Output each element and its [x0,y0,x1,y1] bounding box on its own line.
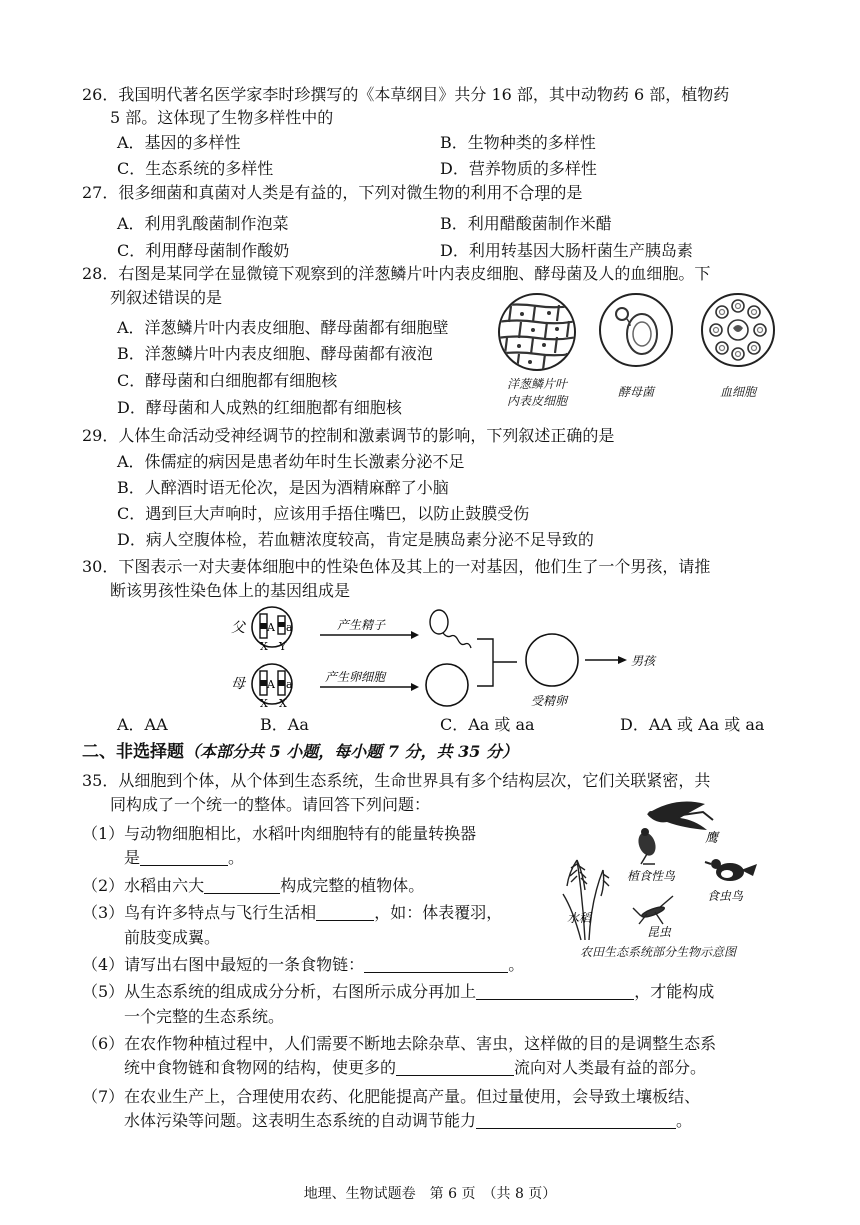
blood-caption: 血细胞 [719,385,756,399]
q28-stem-1: 28．右图是某同学在显微镜下观察到的洋葱鳞片叶内表皮细胞、酵母菌及人的血细胞。下 [82,264,711,283]
q35-part1-line2 [124,847,244,869]
q29-option-d: D．病人空腹体检，若血糖浓度较高，肯定是胰岛素分泌不足导致的 [117,530,594,549]
q35-part2-answer-blank[interactable] [204,877,280,894]
q26-stem-1: 26．我国明代著名医学家李时珍撰写的《本草纲目》共分 16 部，其中动物药 6 部，植物药 [82,85,730,104]
q26-option-b: B．生物种类的多样性 [440,133,596,152]
q28-stem-2: 列叙述错误的是 [110,288,223,307]
q26-option-a: A．基因的多样性 [117,133,241,152]
section-2-heading [82,741,518,763]
herb-bird-label: 植食性鸟 [627,869,676,883]
q30-option-a: A．AA [117,715,168,734]
q35-part7-prefix: 水体污染等问题。这表明生态系统的自动调节能力 [124,1111,477,1130]
sperm-label: 产生精子 [337,618,386,632]
q35-part6-line2 [124,1057,706,1079]
q35-part2-prefix: （2）水稻由六大 [82,876,205,895]
insect-label: 昆虫 [647,925,672,939]
q27-emphasis-1: 不 [502,183,519,202]
mother-gene-small-a: a [286,678,293,691]
q35-stem-2: 同构成了一个统一的整体。请回答下列问题： [110,795,431,814]
father-y-label: Y [279,640,287,653]
q29-option-a: A．侏儒症的病因是患者幼年时生长激素分泌不足 [117,452,465,471]
q35-part6-line1: （6）在农作物种植过程中，人们需要不断地去除杂草、害虫，这样做的目的是调整生态系 [82,1034,717,1053]
q35-part1-line1: （1）与动物细胞相比，水稻叶肉细胞特有的能量转换器 [82,824,477,843]
q27-option-c: C．利用酵母菌制作酸奶 [117,241,290,260]
q35-part3-prefix: （3）鸟有许多特点与飞行生活相 [82,903,317,922]
herbivorous-bird-icon [635,828,658,864]
q30-option-b: B．Aa [260,715,309,734]
rice-label: 水稻 [567,911,592,925]
section-2-note: （本部分共 5 小题，每小题 7 分，共 35 分） [184,742,518,761]
q35-part7-suffix: 。 [676,1111,693,1130]
q29-option-c: C．遇到巨大声响时，应该用手捂住嘴巴，以防止鼓膜受伤 [117,504,530,523]
eagle-label: 鹰 [705,831,719,846]
father-x-label: X [260,640,268,653]
q27-stem-text: 27．很多细菌和真菌对人类是有益的，下列对微生物的利用 [82,183,503,202]
q35-part5-line1 [82,981,714,1003]
ecosystem-figure-caption: 农田生态系统部分生物示意图 [579,945,736,959]
q35-part5-line2: 一个完整的生态系统。 [124,1007,285,1026]
father-gene-big-a: A [267,621,275,634]
q35-part3-answer-blank[interactable] [316,904,374,921]
blood-cells-figure [700,292,776,368]
q35-part5-suffix: ，才能构成 [634,982,715,1001]
q35-part6-prefix: 统中食物链和食物网的结构，使更多的 [124,1058,397,1077]
q35-stem-1: 35．从细胞到个体，从个体到生态系统，生命世界具有多个结构层次，它们关联紧密，共 [82,771,711,790]
yeast-caption: 酵母菌 [617,385,654,399]
q28-option-d: D．酵母菌和人成熟的红细胞都有细胞核 [117,398,402,417]
q26-option-c: C．生态系统的多样性 [117,159,274,178]
yeast-figure [598,292,674,368]
insect-bird-label: 食虫鸟 [707,889,744,903]
zygote-label: 受精卵 [531,694,568,708]
q30-stem-1: 30．下图表示一对夫妻体细胞中的性染色体及其上的一对基因，他们生了一个男孩，请推 [82,557,711,576]
q35-part6-answer-blank[interactable] [396,1059,514,1076]
boy-label: 男孩 [631,654,656,668]
q35-part1-prefix: 是 [124,848,141,867]
q35-part2 [82,875,424,897]
q35-part4-suffix: 。 [508,955,525,974]
rice-plant-icon [563,860,609,940]
q27-stem [82,182,582,204]
egg-label: 产生卵细胞 [325,670,386,684]
q27-emphasis-3: 理 [534,183,551,202]
q26-stem-2: 5 部。这体现了生物多样性中的 [110,108,334,127]
insect-icon [633,896,673,924]
q28-option-c: C．酵母菌和白细胞都有细胞核 [117,371,338,390]
q35-part3-line1 [82,902,502,924]
mother-label: 母 [231,676,245,692]
q35-part5-prefix: （5）从生态系统的组成成分分析，右图所示成分再加上 [82,982,477,1001]
q35-part1-answer-blank[interactable] [140,849,228,866]
farmland-ecosystem-figure [555,790,775,960]
insect-eating-bird-icon [705,859,757,881]
q35-part4-prefix: （4）请写出右图中最短的一条食物链： [82,955,365,974]
mother-x-label-2: X [279,697,287,710]
q27-option-b: B．利用醋酸菌制作米醋 [440,214,612,233]
mother-gene-big-a: A [267,678,275,691]
q35-part2-suffix: 构成完整的植物体。 [280,876,425,895]
q35-part7-answer-blank[interactable] [476,1112,676,1129]
onion-caption-2: 内表皮细胞 [506,394,567,408]
page-footer: 地理、生物试题卷 第 6 页 （共 8 页） [303,1186,557,1202]
q27-option-d: D．利用转基因大肠杆菌生产胰岛素 [440,241,693,260]
q26-option-d: D．营养物质的多样性 [440,159,597,178]
father-label: 父 [231,620,245,636]
q35-part5-answer-blank[interactable] [476,983,634,1000]
q27-emphasis-2: 合 [518,183,535,202]
q30-stem-2: 断该男孩性染色体上的基因组成是 [110,581,351,600]
mother-x-label-1: X [260,697,268,710]
q30-option-c: C．Aa 或 aa [440,715,535,734]
q35-part7-line1: （7）在农业生产上，合理使用农药、化肥能提高产量。但过量使用，会导致土壤板结、 [82,1087,701,1106]
q35-part3-suffix: ，如：体表覆羽， [374,903,503,922]
q30-option-d: D．AA 或 Aa 或 aa [620,715,765,734]
q35-part6-suffix: 流向对人类最有益的部分。 [514,1058,707,1077]
q27-stem-end: 的是 [550,183,583,202]
q28-option-a: A．洋葱鳞片叶内表皮细胞、酵母菌都有细胞壁 [117,318,449,337]
father-gene-small-a: a [286,621,293,634]
q27-option-a: A．利用乳酸菌制作泡菜 [117,214,289,233]
q35-part4 [82,954,524,976]
section-2-title: 二、非选择题 [82,742,184,762]
q35-part3-line2: 前肢变成翼。 [124,928,221,947]
onion-cells-figure [497,292,577,372]
q35-part4-answer-blank[interactable] [364,956,508,973]
onion-caption-1: 洋葱鳞片叶 [506,377,567,391]
q29-stem: 29．人体生命活动受神经调节的控制和激素调节的影响，下列叙述正确的是 [82,426,615,445]
q35-part7-line2 [124,1110,692,1132]
q28-option-b: B．洋葱鳞片叶内表皮细胞、酵母菌都有液泡 [117,344,433,363]
q29-option-b: B．人醉酒时语无伦次，是因为酒精麻醉了小脑 [117,478,449,497]
eagle-icon [647,802,713,830]
q35-part1-suffix: 。 [228,848,245,867]
inheritance-diagram [225,606,665,710]
